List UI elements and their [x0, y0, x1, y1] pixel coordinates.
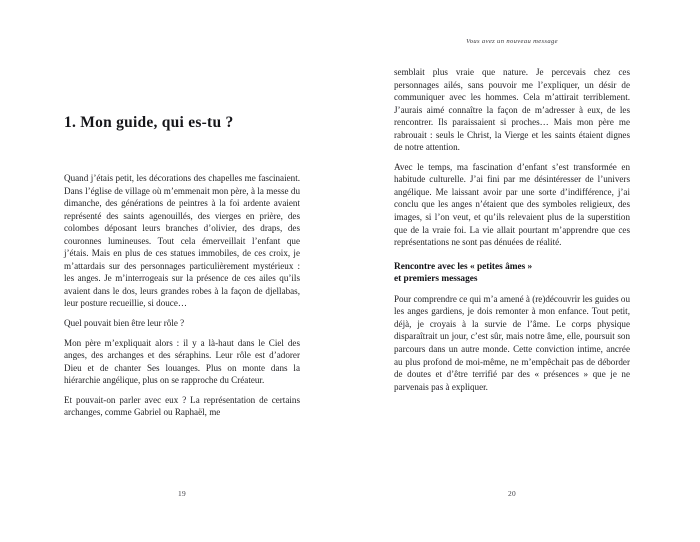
paragraph: Pour comprendre ce qui m’a amené à (re)découvrir les guides ou les anges gardiens, je dois remonter à mon enfance. Tout petit, déjà, je croyais à la survie de l’âme. Le corps physique disparaîtrait un jour, c’est sûr, mais notre âme, elle, poursuit son parcours dans un autre monde. Cette conviction intime, ancrée au plus profond de moi-même, ne m’empêchait pas de déborder de doutes et d’être terrifié par des « présences » que je ne parvenais pas à expliquer. [394, 293, 630, 392]
paragraph: Avec le temps, ma fascination d’enfant s’est transformée en habitude culturelle. J’ai fini par me désintéresser de l’univers angélique. Me laissant avoir par une sorte d’indifférence, j’ai conclu que les anges n’étaient que des symboles religieux, des images, si l’on veut, et qu’ils relevaient plus de la superstition que de la vraie foi. La vie allait pourtant m’apprendre que ces représentations ne sont pas dénuées de réalité. [394, 161, 630, 248]
left-page-text-block [64, 0, 300, 542]
page-number: 19 [178, 489, 186, 498]
section-subheading-line-1: Rencontre avec les « petites âmes » [394, 261, 533, 272]
section-subheading-line-2: et premiers messages [394, 274, 478, 285]
section-subheading [394, 261, 630, 286]
right-page-text-block [394, 0, 630, 542]
running-header: Vous avez un nouveau message [466, 38, 558, 45]
right-page [350, 0, 700, 542]
paragraph: Quel pouvait bien être leur rôle ? [64, 318, 185, 329]
paragraph: semblait plus vraie que nature. Je percevais chez ces personnages ailés, sans pouvoir me l’expliquer, un désir de communiquer avec les hommes. Cela m’attirait terriblement. J’aurais aimé connaître la façon de m’adresser à eux, de les rencontrer. Ils paraissaient si proches… Mais mon père me rabrouait : seuls le Christ, la Vierge et les saints étaient dignes de notre attention. [394, 67, 630, 153]
left-page-body [64, 172, 300, 419]
page-number: 20 [508, 489, 516, 498]
chapter-title: 1. Mon guide, qui es-tu ? [64, 114, 234, 132]
right-page-body [394, 66, 630, 393]
paragraph: Et pouvait-on parler avec eux ? La représentation de certains archanges, comme Gabriel ou Raphaël, me [64, 394, 300, 418]
paragraph: Quand j’étais petit, les décorations des chapelles me fascinaient. Dans l’église de village où m’emmenait mon père, à la messe du dimanche, des générations de peintres à la foi ardente avaient représenté des saints agenouillés, des vierges en prière, des colombes déposant leurs branches d’olivier, des draps, des couronnes lumineuses. Tout cela émerveillait l’enfant que j’étais. Mais en plus de ces statues immobiles, de ces croix, je m’attardais sur des personnages particulièrement mystérieux : les anges. Je m’interrogeais sur la présence de ces ailes qu’ils avaient dans le dos, leurs grandes robes à la façon de djellabas, leur posture recueillie, si douce… [64, 173, 300, 309]
paragraph: Mon père m’expliquait alors : il y a là-haut dans le Ciel des anges, des archanges et des séraphins. Leur rôle est d’adorer Dieu et de chanter Ses louanges. Plus on monte dans la hiérarchie angélique, plus on se rapproche du Créateur. [64, 337, 300, 386]
